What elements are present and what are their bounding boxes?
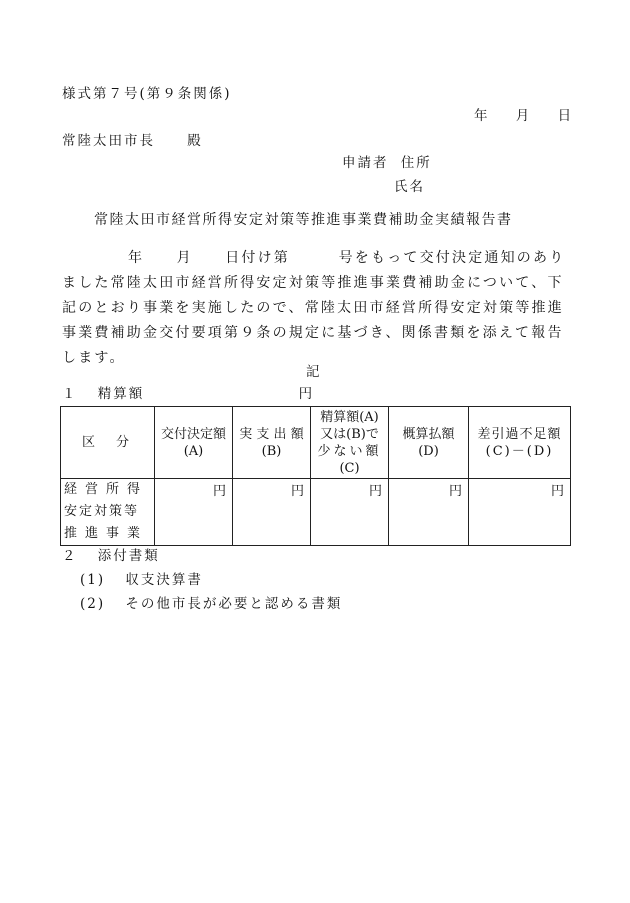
header-category-label: 区 分 bbox=[81, 435, 133, 450]
table-header-row bbox=[61, 407, 571, 479]
header-actual-expense-label: 実 支 出 額 bbox=[239, 426, 304, 442]
unit-yen: 円 bbox=[290, 484, 304, 499]
attachment-item-2 bbox=[80, 598, 342, 612]
header-balance-code: (C)－(D) bbox=[485, 443, 554, 459]
cell-advance-payment bbox=[389, 479, 469, 546]
attachment-item-1 bbox=[80, 574, 203, 588]
section1-label: 精算額 bbox=[97, 386, 145, 402]
body-paragraph bbox=[62, 246, 578, 371]
header-balance bbox=[469, 407, 571, 479]
row-label-line3: 推進事業 bbox=[64, 526, 149, 541]
table-row bbox=[61, 479, 571, 546]
addressee bbox=[62, 135, 203, 149]
ki-heading: 記 bbox=[306, 364, 320, 380]
header-grant-decision-code: (A) bbox=[183, 443, 204, 459]
header-settlement-code: (C) bbox=[339, 460, 360, 476]
unit-yen: 円 bbox=[448, 484, 462, 499]
applicant-address bbox=[342, 157, 432, 171]
attachment-item-2-text: その他市長が必要と認める書類 bbox=[125, 596, 343, 612]
cell-balance bbox=[469, 479, 571, 546]
header-settlement-line2: 又は(B)で bbox=[320, 426, 379, 442]
attachment-item-1-text: 収支決算書 bbox=[125, 572, 203, 588]
header-advance-payment-label: 概算払額 bbox=[402, 426, 455, 442]
body-line-5: します。 bbox=[62, 350, 126, 366]
header-settlement-line3: 少ない額 bbox=[317, 443, 382, 459]
cell-actual-expense bbox=[233, 479, 311, 546]
addressee-name: 常陸太田市長 bbox=[62, 133, 155, 149]
header-settlement-line1: 精算額(A) bbox=[320, 409, 379, 425]
body-line-3: 記のとおり事業を実施したので、常陸太田市経営所得安定対策等推進 bbox=[62, 300, 564, 316]
row-label-line2: 安定対策等 bbox=[64, 504, 140, 519]
cell-settlement bbox=[311, 479, 389, 546]
section2-number: ２ bbox=[62, 548, 78, 564]
header-category bbox=[61, 407, 155, 479]
body-line-2: ました常陸太田市経営所得安定対策等推進事業費補助金について、下 bbox=[62, 275, 564, 291]
applicant-label: 申請者 bbox=[342, 155, 389, 171]
unit-yen: 円 bbox=[368, 484, 382, 499]
cell-grant-decision bbox=[155, 479, 233, 546]
section2-label: 添付書類 bbox=[97, 548, 160, 564]
body-line-4: 事業費補助金交付要項第９条の規定に基づき、関係書類を添えて報告 bbox=[62, 325, 564, 341]
settlement-table bbox=[60, 406, 571, 546]
unit-yen: 円 bbox=[212, 484, 226, 499]
addressee-honorific: 殿 bbox=[187, 133, 203, 149]
section1-unit: 円 bbox=[298, 386, 315, 402]
unit-yen: 円 bbox=[550, 484, 564, 499]
header-actual-expense-code: (B) bbox=[261, 443, 282, 459]
section2-heading bbox=[62, 550, 160, 564]
header-settlement bbox=[311, 407, 389, 479]
header-grant-decision bbox=[155, 407, 233, 479]
section1-number: １ bbox=[62, 386, 78, 402]
applicant-address-label: 住所 bbox=[400, 155, 432, 171]
attachment-item-1-num: (1) bbox=[80, 572, 106, 588]
section1-heading bbox=[62, 388, 314, 402]
date-line bbox=[474, 110, 571, 124]
row-label-line1: 経営所得 bbox=[64, 482, 149, 497]
row-label bbox=[61, 479, 155, 546]
document-title: 常陸太田市経営所得安定対策等推進事業費補助金実績報告書 bbox=[94, 212, 513, 228]
form-number: 様式第７号(第９条関係) bbox=[62, 86, 232, 102]
header-actual-expense bbox=[233, 407, 311, 479]
body-line-1: 年 月 日付け第 号をもって交付決定通知のあり bbox=[128, 250, 566, 266]
applicant-name-label: 氏名 bbox=[394, 179, 425, 195]
header-balance-label: 差引過不足額 bbox=[477, 426, 562, 442]
date-day: 日 bbox=[557, 108, 572, 124]
header-advance-payment-code: (D) bbox=[418, 443, 439, 459]
date-month: 月 bbox=[515, 108, 530, 124]
header-grant-decision-label: 交付決定額 bbox=[160, 426, 226, 442]
attachment-item-2-num: (2) bbox=[80, 596, 106, 612]
header-advance-payment bbox=[389, 407, 469, 479]
date-year: 年 bbox=[474, 108, 488, 124]
